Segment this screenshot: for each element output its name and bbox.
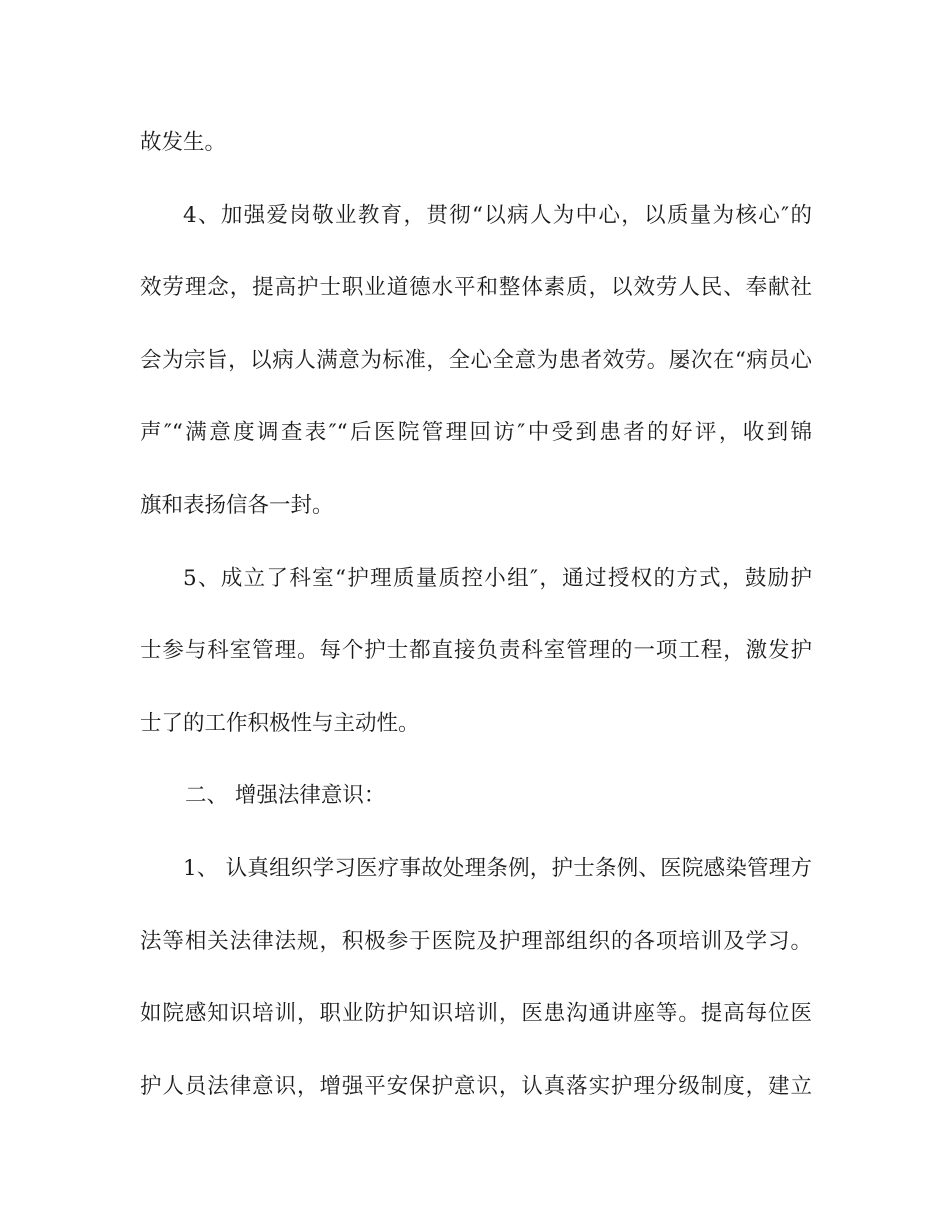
text-line: 士参与科室管理。每个护士都直接负责科室管理的一项工程，激发护 <box>140 638 812 664</box>
text-line: 声″“满意度调查表″“后医院管理回访″中受到患者的好评，收到锦 <box>140 420 812 446</box>
text-line: 法等相关法律法规，积极参于医院及护理部组织的各项培训及学习。 <box>140 928 812 954</box>
section-heading: 二、 增强法律意识： <box>185 783 386 809</box>
text-line: 旗和表扬信各一封。 <box>140 492 334 518</box>
text-line: 5、成立了科室“护理质量质控小组″，通过授权的方式，鼓励护 <box>183 565 812 591</box>
text-line: 1、 认真组织学习医疗事故处理条例，护士条例、医院感染管理方 <box>183 855 812 881</box>
text-line: 士了的工作积极性与主动性。 <box>140 710 420 736</box>
document-body <box>140 114 812 1130</box>
text-line: 如院感知识培训，职业防护知识培训，医患沟通讲座等。提高每位医 <box>140 1001 812 1027</box>
text-line: 护人员法律意识，增强平安保护意识，认真落实护理分级制度，建立 <box>140 1073 812 1099</box>
text-line: 故发生。 <box>140 130 227 155</box>
text-line: 4、加强爱岗敬业教育，贯彻“以病人为中心，以质量为核心″的 <box>183 202 812 228</box>
text-line: 会为宗旨，以病人满意为标准，全心全意为患者效劳。屡次在“病员心 <box>140 347 812 373</box>
text-line: 效劳理念，提高护士职业道德水平和整体素质，以效劳人民、奉献社 <box>140 275 812 301</box>
